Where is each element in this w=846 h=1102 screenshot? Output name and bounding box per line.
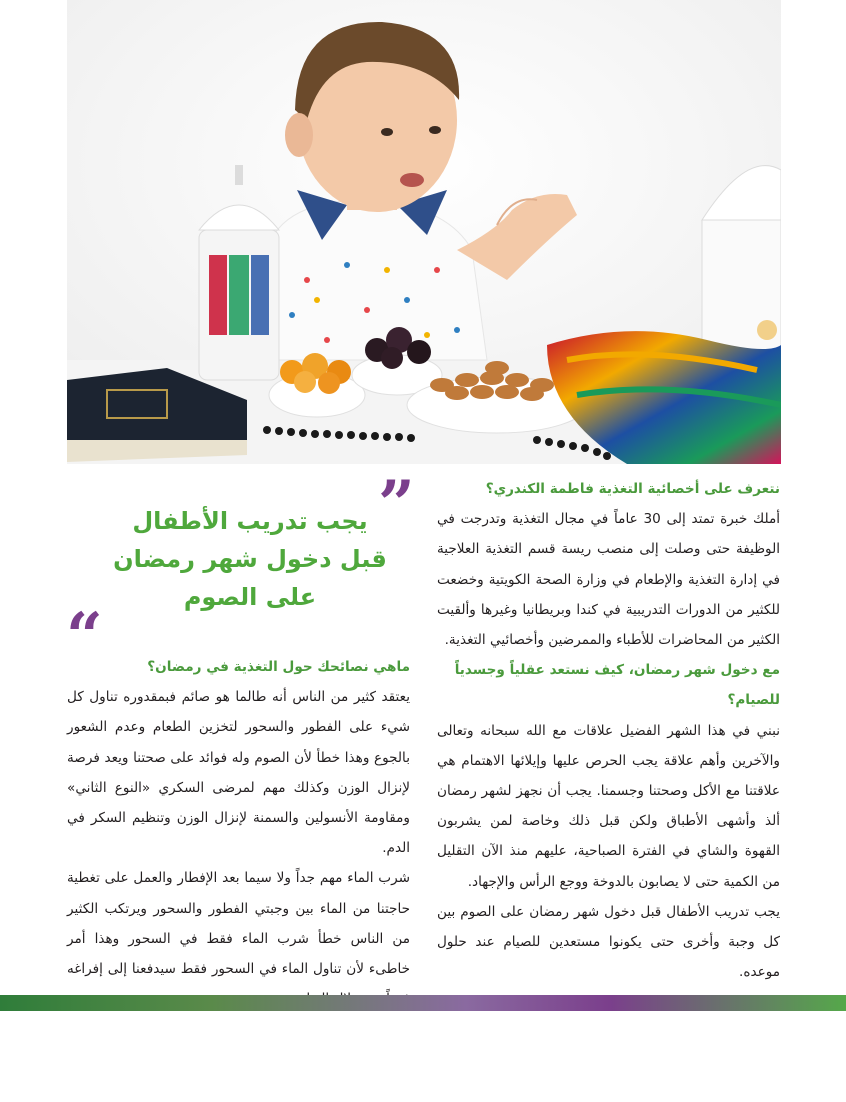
article-column-right bbox=[437, 474, 780, 987]
answer-nutrition-p2: شرب الماء مهم جداً ولا سيما بعد الإفطار والعمل على تغطية حاجتنا من الماء بين وجبتي الفطور والسحور ويرتكب الكثير من الناس خطأ شرب الماء فقط في السحور وهذا أمر خاطىء لأن تناول الماء في السحور فقط سيدفعنا إلى إفراغه bbox=[67, 870, 410, 978]
answer-nutrition-p1: يعتقد كثير من الناس أنه طالما هو صائم فبمقدوره تناول كل شيء على الفطور والسحور لتخزين الطعام وعدم الشعور بالجوع وهذا خطأ لأن الصوم وله فوائد على صحتنا ويعد فرصة لإنزال الوزن وكذلك مهم لمرضى السكري «النوع الثاني» ومقاومة الأنسولين والسمنة لإنزال الوزن وتنظيم السكر في الدم. bbox=[67, 689, 410, 857]
answer-preparation-p1: نبني في هذا الشهر الفضيل علاقات مع الله سبحانه وتعالى والآخرين وأهم علاقة يجب الحرص عليها وإيلائها الاهتمام هي علاقتنا مع الأكل وصحتنا وجسمنا. يجب أن نجهز لشهر رمضان ألذ وأشهى الأطباق ولكن قبل ذلك وخاصة لمن يشربون القهوة والشاي في الفترة الصباحية، عليهم منذ الآن التقليل من الكمية حتى لا يصابون بالدوخة ووجع الرأس والإجهاد. bbox=[437, 722, 780, 890]
pull-quote-line-1: يجب تدريب الأطفال bbox=[132, 507, 368, 535]
question-intro: نتعرف على أخصائية التغذية فاطمة الكندري؟ bbox=[485, 481, 780, 497]
quote-close-mark: “ bbox=[66, 599, 103, 674]
question-nutrition-tips: ماهي نصائحك حول التغذية في رمضان؟ bbox=[147, 659, 410, 675]
answer-preparation-p2: يجب تدريب الأطفال قبل دخول شهر رمضان على الصوم بين كل وجبة وأخرى حتى يكونوا مستعدين للصيام عند حلول موعده. bbox=[437, 903, 780, 981]
footer-gradient-bar bbox=[0, 995, 846, 1011]
pull-quote-line-3: على الصوم bbox=[183, 583, 317, 611]
hero-photo bbox=[67, 0, 781, 464]
pull-quote bbox=[100, 502, 400, 616]
quote-open-mark: ” bbox=[378, 467, 415, 542]
question-preparation: مع دخول شهر رمضان، كيف نستعد عقلياً وجسدياً للصيام؟ bbox=[454, 662, 780, 709]
hero-illustration bbox=[67, 0, 781, 464]
pull-quote-line-2: قبل دخول شهر رمضان bbox=[113, 545, 387, 573]
answer-intro: أملك خبرة تمتد إلى 30 عاماً في مجال التغذية وتدرجت في الوظيفة حتى وصلت إلى منصب ريسة قسم التغذية العلاجية في إدارة التغذية والإطعام في وزارة الصحة الكويتية وخضعت للكثير من الدورات التدريبية في كندا وبريطانيا وغيرها وألقيت الكثير من المحاضرات للأطباء والممرضين وأخصائيي التغذية. bbox=[437, 511, 781, 649]
article-column-left bbox=[67, 652, 410, 1014]
